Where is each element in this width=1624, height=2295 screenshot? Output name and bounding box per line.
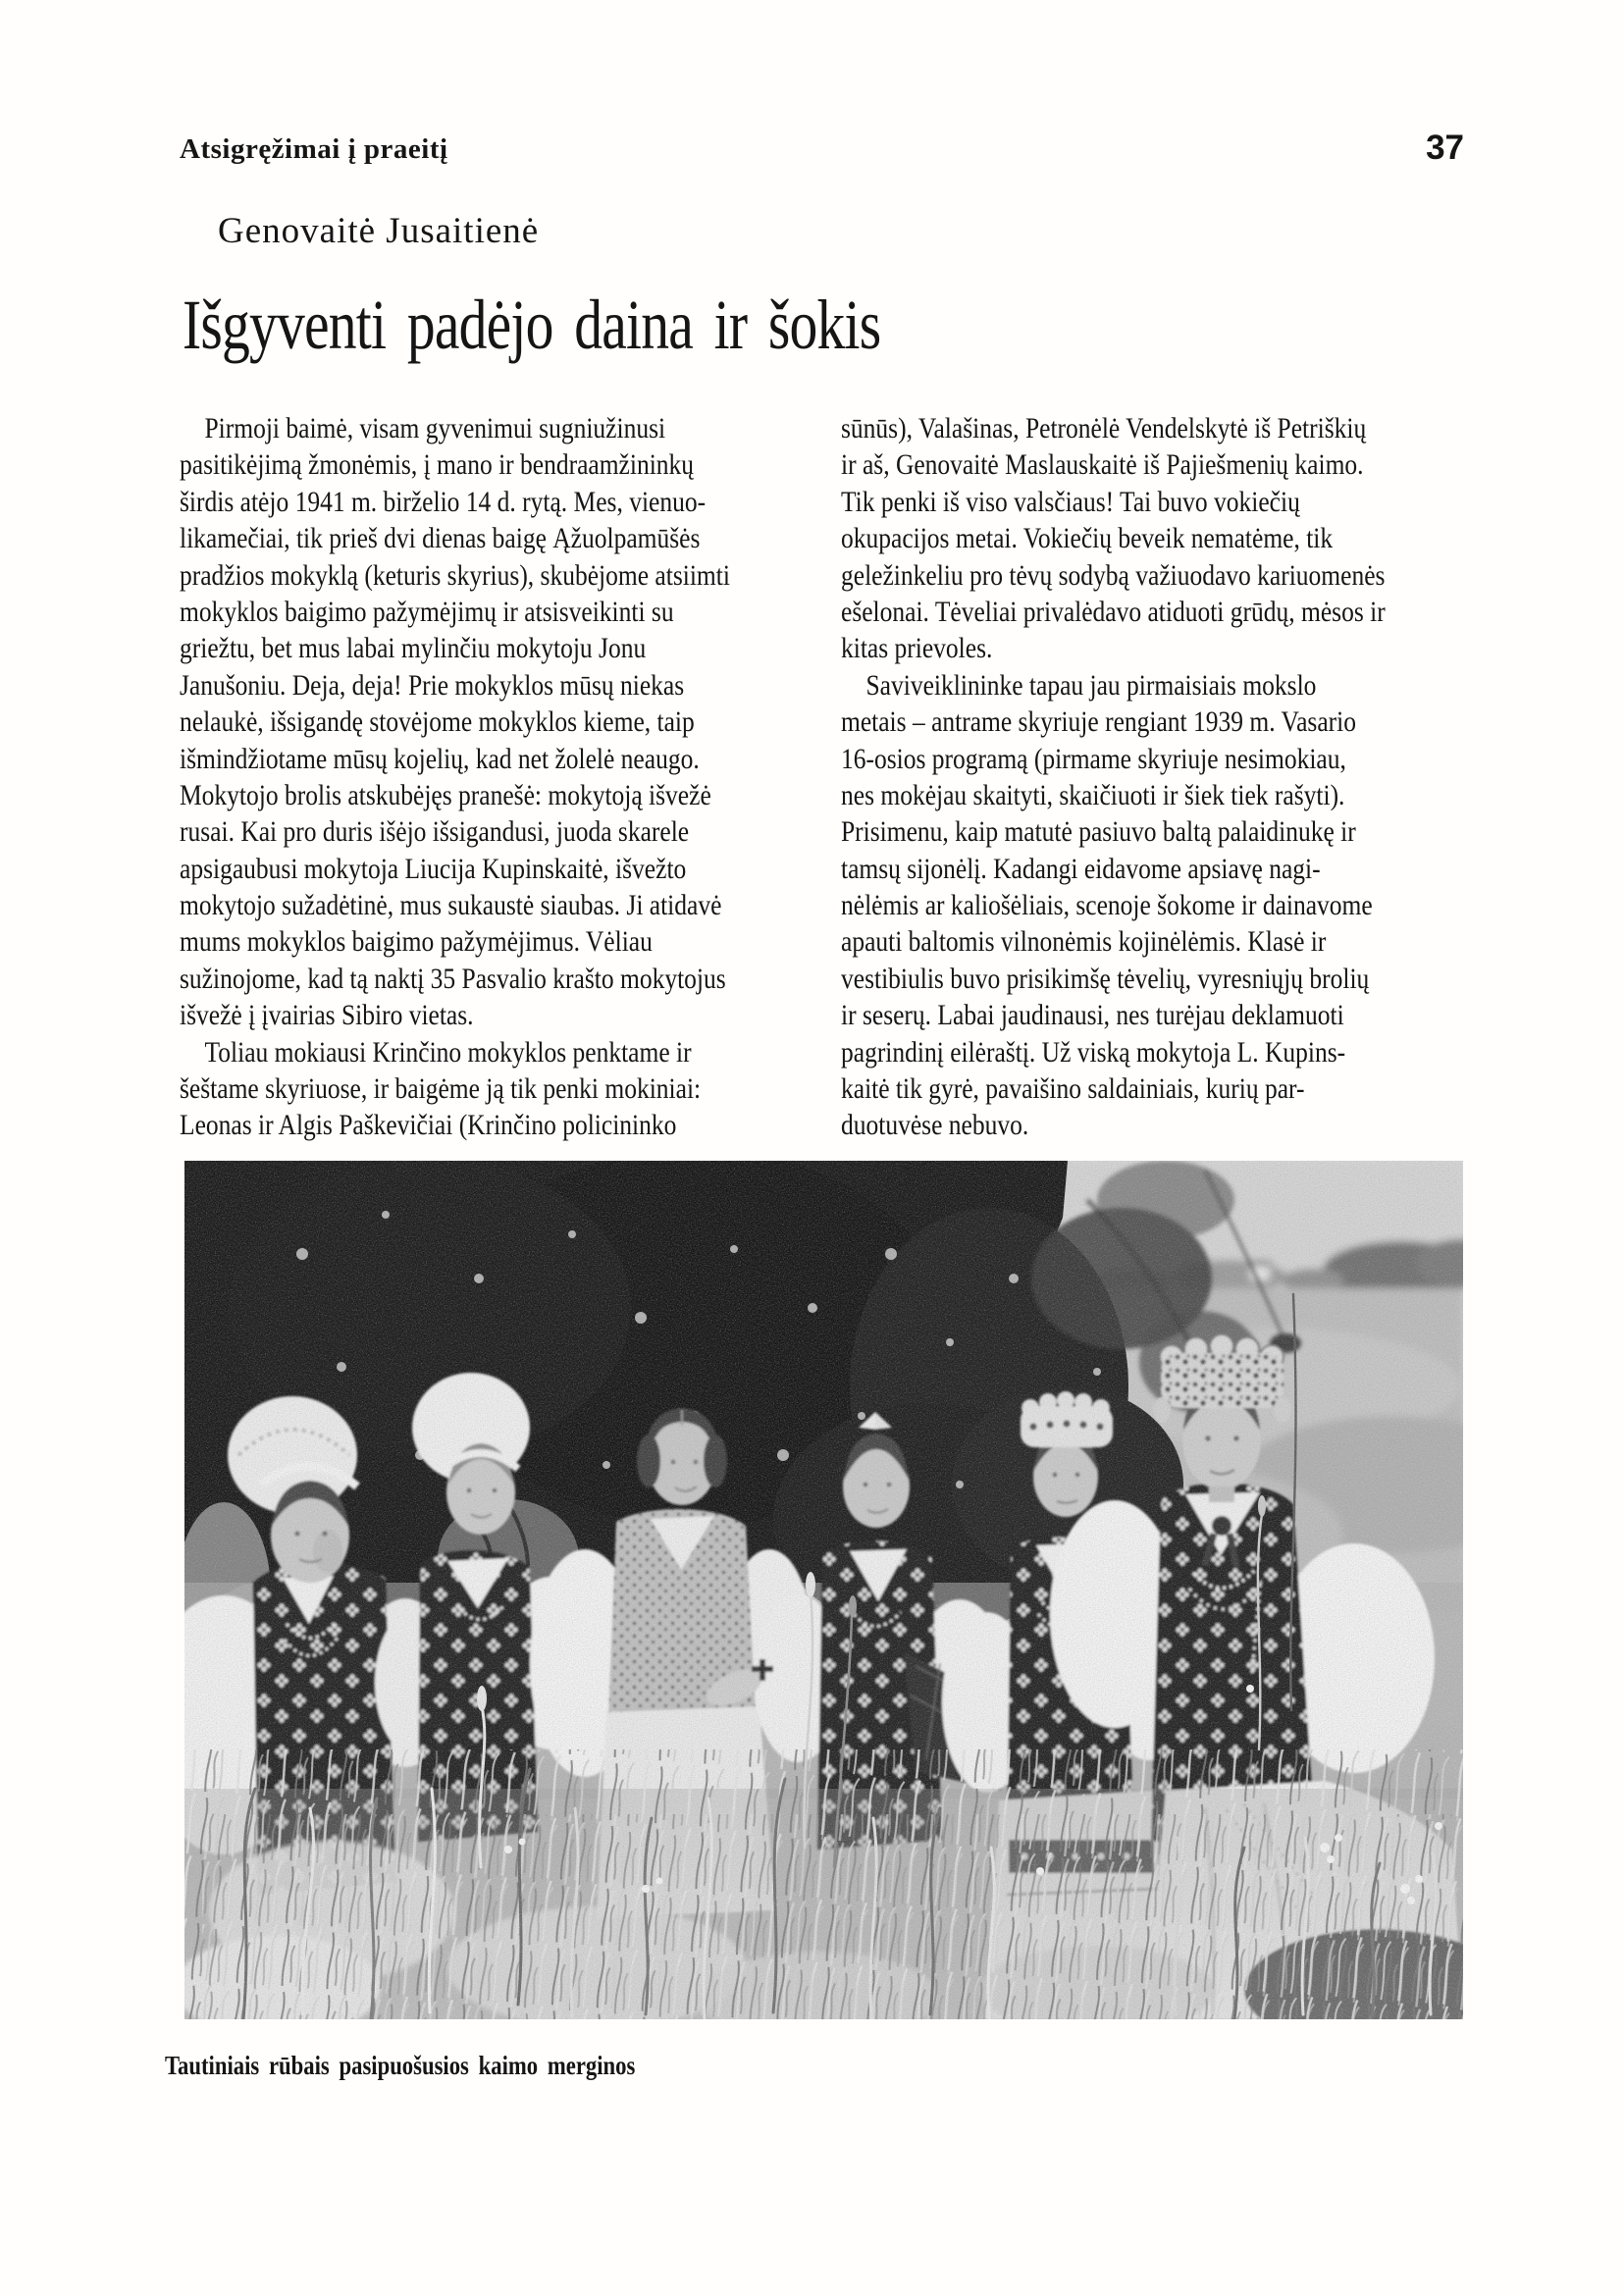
- text-line: nelaukė, išsigandę stovėjome mokyklos kieme, taip: [180, 705, 695, 739]
- text-line: pradžios mokyklą (keturis skyrius), skubėjome atsiimti: [180, 558, 730, 592]
- text-line: nėlėmis ar kaliošėliais, scenoje šokome ir dainavome: [841, 889, 1373, 922]
- text-line: griežtu, bet mus labai mylinčiu mokytoju Jonu: [180, 632, 647, 665]
- text-line: ešelonai. Tėveliai privalėdavo atiduoti grūdų, mėsos ir: [841, 595, 1386, 628]
- text-line: vestibiulis buvo prisikimšę tėvelių, vyresniųjų brolių: [841, 962, 1370, 995]
- text-line: kitas prievoles.: [841, 632, 993, 665]
- text-line: Tik penki iš viso valsčiaus! Tai buvo vokiečių: [841, 485, 1300, 518]
- text-column-right: [841, 410, 1462, 1144]
- text-line: mums mokyklos baigimo pažymėjimus. Vėliau: [180, 925, 653, 959]
- text-line: Pirmoji baimė, visam gyvenimui sugniužinusi: [204, 412, 666, 444]
- text-line: pasitikėjimą žmonėmis, į mano ir bendraamžininkų: [180, 448, 695, 482]
- text-line: Janušoniu. Deja, deja! Prie mokyklos mūsų niekas: [180, 668, 685, 702]
- photo-caption: Tautiniais rūbais pasipuošusios kaimo merginos: [165, 2051, 636, 2080]
- photo-illustration: [184, 1161, 1463, 2019]
- text-column-left: [180, 410, 786, 1144]
- grain-overlay-light: [184, 1161, 1463, 2019]
- text-line: Mokytojo brolis atskubėjęs pranešė: mokytoją išvežė: [180, 778, 711, 811]
- text-line: rusai. Kai pro duris išėjo išsigandusi, juoda skarele: [180, 815, 690, 849]
- text-line: duotuvėse nebuvo.: [841, 1109, 1029, 1142]
- page-number: 37: [1426, 129, 1464, 167]
- text-line: tamsų sijonėlį. Kadangi eidavome apsiavę nagi-: [841, 852, 1321, 885]
- text-line: širdis atėjo 1941 m. birželio 14 d. rytą. Mes, vienuo-: [180, 485, 707, 518]
- text-line: apauti baltomis vilnonėmis kojinėlėmis. Klasė ir: [841, 925, 1327, 959]
- text-line: nes mokėjau skaityti, skaičiuoti ir šiek tiek rašyti).: [841, 778, 1345, 811]
- article-author: Genovaitė Jusaitienė: [218, 211, 540, 251]
- text-line: metais – antrame skyriuje rengiant 1939 m. Vasario: [841, 705, 1356, 739]
- text-line: likamečiai, tik prieš dvi dienas baigę Ąžuolpamūšės: [180, 522, 701, 555]
- text-line: sūnūs), Valašinas, Petronėlė Vendelskytė iš Petriškių: [841, 412, 1367, 444]
- text-line: išmindžiotame mūsų kojelių, kad net žolelė neaugo.: [180, 742, 700, 775]
- text-line: okupacijos metai. Vokiečių beveik nematėme, tik: [841, 522, 1334, 555]
- text-line: sužinojome, kad tą naktį 35 Pasvalio krašto mokytojus: [180, 962, 726, 995]
- text-line: geležinkeliu pro tėvų sodybą važiuodavo kariuomenės: [841, 558, 1386, 592]
- text-line: ir aš, Genovaitė Maslauskaitė iš Pajiešmenių kaimo.: [841, 448, 1364, 482]
- text-line: mokyklos baigimo pažymėjimų ir atsisveikinti su: [180, 595, 674, 628]
- text-line: Saviveiklininke tapau jau pirmaisiais mokslo: [865, 668, 1317, 702]
- photo: [184, 1161, 1463, 2019]
- text-line: Prisimenu, kaip matutė pasiuvo baltą palaidinukę ir: [841, 815, 1356, 849]
- text-line: pagrindinį eilėraštį. Už viską mokytoja L. Kupins-: [841, 1035, 1346, 1069]
- text-line: mokytojo sužadėtinė, mus sukaustė siaubas. Ji atidavė: [180, 889, 722, 922]
- article-title: Išgyventi padėjo daina ir šokis: [183, 286, 881, 364]
- text-line: kaitė tik gyrė, pavaišino saldainiais, kurių par-: [841, 1072, 1305, 1106]
- text-line: Toliau mokiausi Krinčino mokyklos penktame ir: [204, 1035, 692, 1069]
- text-line: 16-osios programą (pirmame skyriuje nesimokiau,: [841, 742, 1346, 775]
- text-line: Leonas ir Algis Paškevičiai (Krinčino policininko: [180, 1109, 677, 1142]
- text-line: šeštame skyriuose, ir baigėme ją tik penki mokiniai:: [180, 1072, 702, 1106]
- running-head: Atsigręžimai į praeitį: [180, 133, 448, 165]
- text-line: apsigaubusi mokytoja Liucija Kupinskaitė, išvežto: [180, 852, 687, 885]
- text-line: ir seserų. Labai jaudinausi, nes turėjau deklamuoti: [841, 999, 1344, 1032]
- text-line: išvežė į įvairias Sibiro vietas.: [180, 999, 474, 1032]
